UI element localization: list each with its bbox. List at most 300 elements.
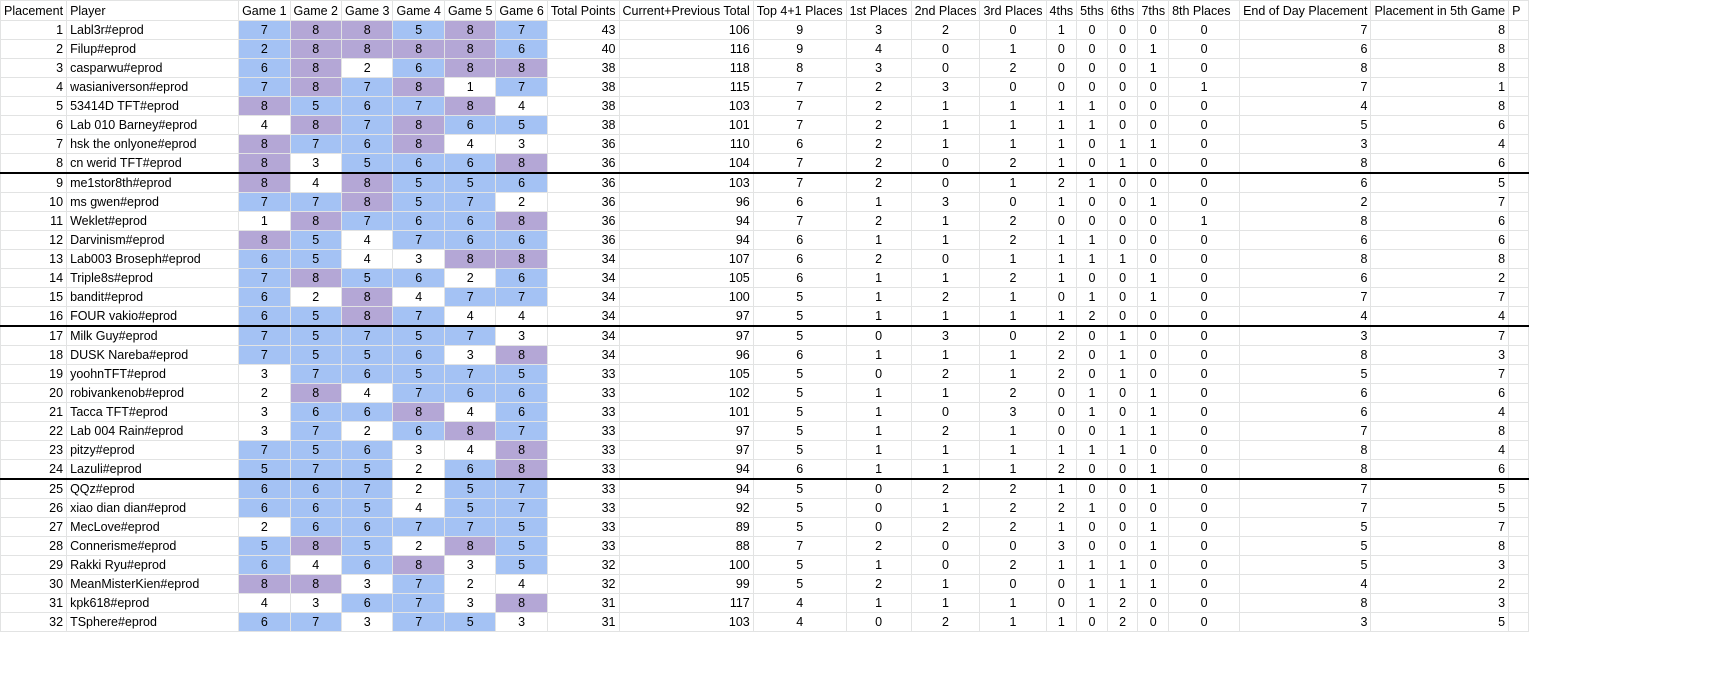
game-score-cell[interactable]: 6 xyxy=(342,365,393,384)
game-score-cell[interactable]: 5 xyxy=(444,479,495,499)
placement-5th-game-cell[interactable]: 1 xyxy=(1371,78,1509,97)
fifths-cell[interactable]: 0 xyxy=(1077,613,1108,632)
current-previous-total-cell[interactable]: 105 xyxy=(619,365,753,384)
overflow-cell[interactable] xyxy=(1509,250,1529,269)
player-cell[interactable]: MecLove#eprod xyxy=(67,518,239,537)
fourths-cell[interactable]: 1 xyxy=(1046,479,1077,499)
fourths-cell[interactable]: 0 xyxy=(1046,288,1077,307)
fifths-cell[interactable]: 0 xyxy=(1077,78,1108,97)
overflow-cell[interactable] xyxy=(1509,173,1529,193)
game-score-cell[interactable]: 7 xyxy=(393,97,444,116)
end-of-day-placement-cell[interactable]: 4 xyxy=(1240,97,1371,116)
game-score-cell[interactable]: 5 xyxy=(290,441,341,460)
game-score-cell[interactable]: 8 xyxy=(290,59,341,78)
third-places-cell[interactable]: 1 xyxy=(980,135,1046,154)
fourths-cell[interactable]: 1 xyxy=(1046,231,1077,250)
placement-cell[interactable]: 28 xyxy=(1,537,67,556)
current-previous-total-cell[interactable]: 118 xyxy=(619,59,753,78)
current-previous-total-cell[interactable]: 103 xyxy=(619,97,753,116)
sevenths-cell[interactable]: 0 xyxy=(1138,173,1169,193)
overflow-cell[interactable] xyxy=(1509,307,1529,327)
sixths-cell[interactable]: 0 xyxy=(1107,212,1138,231)
game-score-cell[interactable]: 2 xyxy=(444,269,495,288)
placement-cell[interactable]: 20 xyxy=(1,384,67,403)
sixths-cell[interactable]: 0 xyxy=(1107,269,1138,288)
fifths-cell[interactable]: 1 xyxy=(1077,594,1108,613)
placement-cell[interactable]: 10 xyxy=(1,193,67,212)
overflow-cell[interactable] xyxy=(1509,135,1529,154)
end-of-day-placement-cell[interactable]: 6 xyxy=(1240,403,1371,422)
game-score-cell[interactable]: 7 xyxy=(496,479,547,499)
player-cell[interactable]: yoohnTFT#eprod xyxy=(67,365,239,384)
game-score-cell[interactable]: 8 xyxy=(444,97,495,116)
second-places-cell[interactable]: 1 xyxy=(911,135,980,154)
fourths-cell[interactable]: 0 xyxy=(1046,403,1077,422)
top4-places-cell[interactable]: 5 xyxy=(753,326,846,346)
placement-5th-game-cell[interactable]: 8 xyxy=(1371,59,1509,78)
placement-5th-game-cell[interactable]: 7 xyxy=(1371,518,1509,537)
game-score-cell[interactable]: 8 xyxy=(393,40,444,59)
placement-cell[interactable]: 15 xyxy=(1,288,67,307)
game-score-cell[interactable]: 5 xyxy=(496,537,547,556)
fourths-cell[interactable]: 2 xyxy=(1046,346,1077,365)
total-points-cell[interactable]: 38 xyxy=(547,116,619,135)
column-header[interactable]: 5ths xyxy=(1077,1,1108,21)
game-score-cell[interactable]: 8 xyxy=(290,575,341,594)
placement-cell[interactable]: 27 xyxy=(1,518,67,537)
overflow-cell[interactable] xyxy=(1509,384,1529,403)
game-score-cell[interactable]: 8 xyxy=(290,212,341,231)
end-of-day-placement-cell[interactable]: 5 xyxy=(1240,365,1371,384)
player-cell[interactable]: kpk618#eprod xyxy=(67,594,239,613)
game-score-cell[interactable]: 6 xyxy=(239,613,290,632)
top4-places-cell[interactable]: 7 xyxy=(753,154,846,174)
game-score-cell[interactable]: 4 xyxy=(239,116,290,135)
end-of-day-placement-cell[interactable]: 7 xyxy=(1240,499,1371,518)
game-score-cell[interactable]: 8 xyxy=(239,173,290,193)
second-places-cell[interactable]: 1 xyxy=(911,116,980,135)
overflow-cell[interactable] xyxy=(1509,154,1529,174)
total-points-cell[interactable]: 33 xyxy=(547,460,619,480)
fifths-cell[interactable]: 0 xyxy=(1077,326,1108,346)
game-score-cell[interactable]: 2 xyxy=(342,422,393,441)
current-previous-total-cell[interactable]: 106 xyxy=(619,21,753,40)
game-score-cell[interactable]: 6 xyxy=(444,116,495,135)
second-places-cell[interactable]: 0 xyxy=(911,173,980,193)
player-cell[interactable]: xiao dian dian#eprod xyxy=(67,499,239,518)
player-cell[interactable]: MeanMisterKien#eprod xyxy=(67,575,239,594)
top4-places-cell[interactable]: 6 xyxy=(753,135,846,154)
game-score-cell[interactable]: 3 xyxy=(496,613,547,632)
fifths-cell[interactable]: 1 xyxy=(1077,97,1108,116)
game-score-cell[interactable]: 3 xyxy=(239,403,290,422)
placement-5th-game-cell[interactable]: 3 xyxy=(1371,594,1509,613)
sixths-cell[interactable]: 1 xyxy=(1107,575,1138,594)
current-previous-total-cell[interactable]: 102 xyxy=(619,384,753,403)
end-of-day-placement-cell[interactable]: 7 xyxy=(1240,78,1371,97)
game-score-cell[interactable]: 7 xyxy=(239,441,290,460)
column-header[interactable]: Placement xyxy=(1,1,67,21)
overflow-cell[interactable] xyxy=(1509,575,1529,594)
placement-5th-game-cell[interactable]: 4 xyxy=(1371,307,1509,327)
game-score-cell[interactable]: 7 xyxy=(290,460,341,480)
game-score-cell[interactable]: 8 xyxy=(393,135,444,154)
placement-5th-game-cell[interactable]: 5 xyxy=(1371,613,1509,632)
placement-cell[interactable]: 29 xyxy=(1,556,67,575)
current-previous-total-cell[interactable]: 96 xyxy=(619,193,753,212)
top4-places-cell[interactable]: 7 xyxy=(753,212,846,231)
game-score-cell[interactable]: 8 xyxy=(496,212,547,231)
player-cell[interactable]: Lazuli#eprod xyxy=(67,460,239,480)
game-score-cell[interactable]: 7 xyxy=(239,78,290,97)
game-score-cell[interactable]: 7 xyxy=(290,422,341,441)
game-score-cell[interactable]: 6 xyxy=(444,154,495,174)
fourths-cell[interactable]: 3 xyxy=(1046,537,1077,556)
placement-5th-game-cell[interactable]: 5 xyxy=(1371,499,1509,518)
fourths-cell[interactable]: 0 xyxy=(1046,594,1077,613)
third-places-cell[interactable]: 2 xyxy=(980,231,1046,250)
sixths-cell[interactable]: 0 xyxy=(1107,460,1138,480)
game-score-cell[interactable]: 6 xyxy=(239,556,290,575)
game-score-cell[interactable]: 5 xyxy=(496,556,547,575)
second-places-cell[interactable]: 3 xyxy=(911,193,980,212)
sixths-cell[interactable]: 0 xyxy=(1107,116,1138,135)
fifths-cell[interactable]: 1 xyxy=(1077,288,1108,307)
player-cell[interactable]: casparwu#eprod xyxy=(67,59,239,78)
fourths-cell[interactable]: 0 xyxy=(1046,384,1077,403)
fourths-cell[interactable]: 2 xyxy=(1046,499,1077,518)
column-header[interactable]: Game 3 xyxy=(342,1,393,21)
fourths-cell[interactable]: 2 xyxy=(1046,460,1077,480)
game-score-cell[interactable]: 5 xyxy=(496,365,547,384)
fifths-cell[interactable]: 0 xyxy=(1077,537,1108,556)
game-score-cell[interactable]: 6 xyxy=(393,346,444,365)
fifths-cell[interactable]: 0 xyxy=(1077,40,1108,59)
second-places-cell[interactable]: 1 xyxy=(911,307,980,327)
current-previous-total-cell[interactable]: 97 xyxy=(619,422,753,441)
overflow-cell[interactable] xyxy=(1509,499,1529,518)
game-score-cell[interactable]: 6 xyxy=(496,173,547,193)
fourths-cell[interactable]: 1 xyxy=(1046,116,1077,135)
top4-places-cell[interactable]: 5 xyxy=(753,556,846,575)
first-places-cell[interactable]: 0 xyxy=(846,499,911,518)
fifths-cell[interactable]: 0 xyxy=(1077,269,1108,288)
eighth-places-cell[interactable]: 0 xyxy=(1169,613,1240,632)
eighth-places-cell[interactable]: 0 xyxy=(1169,594,1240,613)
sevenths-cell[interactable]: 0 xyxy=(1138,594,1169,613)
game-score-cell[interactable]: 6 xyxy=(393,154,444,174)
column-header[interactable]: 2nd Places xyxy=(911,1,980,21)
column-header[interactable]: 6ths xyxy=(1107,1,1138,21)
top4-places-cell[interactable]: 8 xyxy=(753,59,846,78)
end-of-day-placement-cell[interactable]: 8 xyxy=(1240,594,1371,613)
game-score-cell[interactable]: 6 xyxy=(290,479,341,499)
top4-places-cell[interactable]: 5 xyxy=(753,575,846,594)
overflow-cell[interactable] xyxy=(1509,78,1529,97)
placement-5th-game-cell[interactable]: 6 xyxy=(1371,154,1509,174)
game-score-cell[interactable]: 6 xyxy=(239,250,290,269)
player-cell[interactable]: pitzy#eprod xyxy=(67,441,239,460)
game-score-cell[interactable]: 7 xyxy=(393,594,444,613)
game-score-cell[interactable]: 3 xyxy=(290,594,341,613)
eighth-places-cell[interactable]: 0 xyxy=(1169,537,1240,556)
column-header[interactable]: Game 1 xyxy=(239,1,290,21)
top4-places-cell[interactable]: 5 xyxy=(753,403,846,422)
placement-cell[interactable]: 11 xyxy=(1,212,67,231)
second-places-cell[interactable]: 2 xyxy=(911,518,980,537)
game-score-cell[interactable]: 3 xyxy=(496,135,547,154)
first-places-cell[interactable]: 1 xyxy=(846,307,911,327)
current-previous-total-cell[interactable]: 94 xyxy=(619,460,753,480)
top4-places-cell[interactable]: 4 xyxy=(753,594,846,613)
fifths-cell[interactable]: 1 xyxy=(1077,116,1108,135)
sevenths-cell[interactable]: 0 xyxy=(1138,231,1169,250)
total-points-cell[interactable]: 36 xyxy=(547,193,619,212)
game-score-cell[interactable]: 6 xyxy=(290,518,341,537)
game-score-cell[interactable]: 8 xyxy=(342,40,393,59)
fifths-cell[interactable]: 0 xyxy=(1077,135,1108,154)
game-score-cell[interactable]: 8 xyxy=(496,154,547,174)
end-of-day-placement-cell[interactable]: 7 xyxy=(1240,21,1371,40)
second-places-cell[interactable]: 0 xyxy=(911,40,980,59)
game-score-cell[interactable]: 6 xyxy=(496,40,547,59)
sixths-cell[interactable]: 0 xyxy=(1107,40,1138,59)
overflow-cell[interactable] xyxy=(1509,116,1529,135)
game-score-cell[interactable]: 8 xyxy=(444,40,495,59)
third-places-cell[interactable]: 2 xyxy=(980,269,1046,288)
game-score-cell[interactable]: 7 xyxy=(496,21,547,40)
fifths-cell[interactable]: 0 xyxy=(1077,59,1108,78)
game-score-cell[interactable]: 3 xyxy=(239,365,290,384)
fourths-cell[interactable]: 1 xyxy=(1046,193,1077,212)
third-places-cell[interactable]: 0 xyxy=(980,537,1046,556)
second-places-cell[interactable]: 2 xyxy=(911,365,980,384)
top4-places-cell[interactable]: 6 xyxy=(753,250,846,269)
sixths-cell[interactable]: 0 xyxy=(1107,78,1138,97)
eighth-places-cell[interactable]: 0 xyxy=(1169,59,1240,78)
sixths-cell[interactable]: 0 xyxy=(1107,21,1138,40)
sevenths-cell[interactable]: 1 xyxy=(1138,40,1169,59)
third-places-cell[interactable]: 2 xyxy=(980,499,1046,518)
top4-places-cell[interactable]: 9 xyxy=(753,21,846,40)
game-score-cell[interactable]: 7 xyxy=(393,518,444,537)
top4-places-cell[interactable]: 5 xyxy=(753,365,846,384)
game-score-cell[interactable]: 2 xyxy=(393,537,444,556)
sixths-cell[interactable]: 0 xyxy=(1107,518,1138,537)
game-score-cell[interactable]: 5 xyxy=(496,518,547,537)
game-score-cell[interactable]: 6 xyxy=(239,479,290,499)
eighth-places-cell[interactable]: 0 xyxy=(1169,269,1240,288)
overflow-cell[interactable] xyxy=(1509,346,1529,365)
overflow-cell[interactable] xyxy=(1509,326,1529,346)
game-score-cell[interactable]: 8 xyxy=(342,307,393,327)
sixths-cell[interactable]: 2 xyxy=(1107,613,1138,632)
top4-places-cell[interactable]: 7 xyxy=(753,116,846,135)
total-points-cell[interactable]: 33 xyxy=(547,403,619,422)
first-places-cell[interactable]: 3 xyxy=(846,21,911,40)
overflow-cell[interactable] xyxy=(1509,365,1529,384)
total-points-cell[interactable]: 36 xyxy=(547,212,619,231)
second-places-cell[interactable]: 1 xyxy=(911,346,980,365)
game-score-cell[interactable]: 4 xyxy=(239,594,290,613)
top4-places-cell[interactable]: 5 xyxy=(753,288,846,307)
current-previous-total-cell[interactable]: 101 xyxy=(619,403,753,422)
game-score-cell[interactable]: 6 xyxy=(342,556,393,575)
sevenths-cell[interactable]: 1 xyxy=(1138,518,1169,537)
placement-5th-game-cell[interactable]: 6 xyxy=(1371,384,1509,403)
placement-5th-game-cell[interactable]: 3 xyxy=(1371,346,1509,365)
sixths-cell[interactable]: 0 xyxy=(1107,403,1138,422)
first-places-cell[interactable]: 0 xyxy=(846,365,911,384)
total-points-cell[interactable]: 31 xyxy=(547,594,619,613)
placement-5th-game-cell[interactable]: 8 xyxy=(1371,422,1509,441)
first-places-cell[interactable]: 0 xyxy=(846,479,911,499)
top4-places-cell[interactable]: 5 xyxy=(753,384,846,403)
game-score-cell[interactable]: 6 xyxy=(393,422,444,441)
sixths-cell[interactable]: 1 xyxy=(1107,441,1138,460)
first-places-cell[interactable]: 1 xyxy=(846,288,911,307)
player-cell[interactable]: Filup#eprod xyxy=(67,40,239,59)
eighth-places-cell[interactable]: 0 xyxy=(1169,556,1240,575)
first-places-cell[interactable]: 3 xyxy=(846,59,911,78)
game-score-cell[interactable]: 5 xyxy=(393,326,444,346)
placement-cell[interactable]: 12 xyxy=(1,231,67,250)
third-places-cell[interactable]: 0 xyxy=(980,326,1046,346)
third-places-cell[interactable]: 1 xyxy=(980,460,1046,480)
placement-cell[interactable]: 23 xyxy=(1,441,67,460)
game-score-cell[interactable]: 3 xyxy=(444,556,495,575)
end-of-day-placement-cell[interactable]: 6 xyxy=(1240,384,1371,403)
game-score-cell[interactable]: 8 xyxy=(239,135,290,154)
current-previous-total-cell[interactable]: 104 xyxy=(619,154,753,174)
sixths-cell[interactable]: 0 xyxy=(1107,97,1138,116)
column-header[interactable]: 4ths xyxy=(1046,1,1077,21)
game-score-cell[interactable]: 7 xyxy=(290,193,341,212)
placement-5th-game-cell[interactable]: 4 xyxy=(1371,135,1509,154)
game-score-cell[interactable]: 7 xyxy=(239,21,290,40)
fourths-cell[interactable]: 2 xyxy=(1046,173,1077,193)
placement-cell[interactable]: 18 xyxy=(1,346,67,365)
game-score-cell[interactable]: 7 xyxy=(496,499,547,518)
game-score-cell[interactable]: 6 xyxy=(239,59,290,78)
player-cell[interactable]: Darvinism#eprod xyxy=(67,231,239,250)
player-cell[interactable]: QQz#eprod xyxy=(67,479,239,499)
first-places-cell[interactable]: 2 xyxy=(846,575,911,594)
game-score-cell[interactable]: 8 xyxy=(496,460,547,480)
placement-cell[interactable]: 19 xyxy=(1,365,67,384)
total-points-cell[interactable]: 34 xyxy=(547,250,619,269)
placement-cell[interactable]: 21 xyxy=(1,403,67,422)
fourths-cell[interactable]: 0 xyxy=(1046,422,1077,441)
column-header[interactable]: Game 6 xyxy=(496,1,547,21)
top4-places-cell[interactable]: 5 xyxy=(753,479,846,499)
first-places-cell[interactable]: 2 xyxy=(846,78,911,97)
placement-cell[interactable]: 8 xyxy=(1,154,67,174)
game-score-cell[interactable]: 7 xyxy=(444,365,495,384)
game-score-cell[interactable]: 4 xyxy=(393,288,444,307)
game-score-cell[interactable]: 5 xyxy=(342,269,393,288)
eighth-places-cell[interactable]: 0 xyxy=(1169,441,1240,460)
placement-cell[interactable]: 14 xyxy=(1,269,67,288)
game-score-cell[interactable]: 7 xyxy=(393,231,444,250)
game-score-cell[interactable]: 8 xyxy=(444,250,495,269)
third-places-cell[interactable]: 3 xyxy=(980,403,1046,422)
sevenths-cell[interactable]: 1 xyxy=(1138,135,1169,154)
game-score-cell[interactable]: 2 xyxy=(239,40,290,59)
third-places-cell[interactable]: 1 xyxy=(980,40,1046,59)
player-cell[interactable]: TSphere#eprod xyxy=(67,613,239,632)
game-score-cell[interactable]: 8 xyxy=(290,78,341,97)
game-score-cell[interactable]: 6 xyxy=(496,403,547,422)
total-points-cell[interactable]: 33 xyxy=(547,499,619,518)
placement-5th-game-cell[interactable]: 7 xyxy=(1371,193,1509,212)
total-points-cell[interactable]: 33 xyxy=(547,365,619,384)
sixths-cell[interactable]: 1 xyxy=(1107,365,1138,384)
fifths-cell[interactable]: 1 xyxy=(1077,231,1108,250)
third-places-cell[interactable]: 2 xyxy=(980,154,1046,174)
current-previous-total-cell[interactable]: 96 xyxy=(619,346,753,365)
game-score-cell[interactable]: 8 xyxy=(393,556,444,575)
game-score-cell[interactable]: 6 xyxy=(393,59,444,78)
sevenths-cell[interactable]: 0 xyxy=(1138,326,1169,346)
fourths-cell[interactable]: 0 xyxy=(1046,212,1077,231)
fourths-cell[interactable]: 1 xyxy=(1046,154,1077,174)
end-of-day-placement-cell[interactable]: 3 xyxy=(1240,135,1371,154)
eighth-places-cell[interactable]: 0 xyxy=(1169,422,1240,441)
game-score-cell[interactable]: 7 xyxy=(444,288,495,307)
player-cell[interactable]: Rakki Ryu#eprod xyxy=(67,556,239,575)
top4-places-cell[interactable]: 7 xyxy=(753,173,846,193)
game-score-cell[interactable]: 5 xyxy=(342,499,393,518)
fourths-cell[interactable]: 1 xyxy=(1046,518,1077,537)
fifths-cell[interactable]: 1 xyxy=(1077,384,1108,403)
first-places-cell[interactable]: 2 xyxy=(846,212,911,231)
current-previous-total-cell[interactable]: 97 xyxy=(619,307,753,327)
first-places-cell[interactable]: 1 xyxy=(846,269,911,288)
game-score-cell[interactable]: 7 xyxy=(444,193,495,212)
placement-5th-game-cell[interactable]: 4 xyxy=(1371,441,1509,460)
sixths-cell[interactable]: 1 xyxy=(1107,135,1138,154)
eighth-places-cell[interactable]: 0 xyxy=(1169,250,1240,269)
game-score-cell[interactable]: 3 xyxy=(290,154,341,174)
sevenths-cell[interactable]: 0 xyxy=(1138,441,1169,460)
total-points-cell[interactable]: 40 xyxy=(547,40,619,59)
sixths-cell[interactable]: 1 xyxy=(1107,422,1138,441)
game-score-cell[interactable]: 6 xyxy=(342,594,393,613)
game-score-cell[interactable]: 7 xyxy=(342,78,393,97)
game-score-cell[interactable]: 5 xyxy=(239,460,290,480)
first-places-cell[interactable]: 1 xyxy=(846,193,911,212)
third-places-cell[interactable]: 1 xyxy=(980,613,1046,632)
sixths-cell[interactable]: 0 xyxy=(1107,479,1138,499)
placement-5th-game-cell[interactable]: 8 xyxy=(1371,537,1509,556)
placement-5th-game-cell[interactable]: 8 xyxy=(1371,97,1509,116)
overflow-cell[interactable] xyxy=(1509,460,1529,480)
first-places-cell[interactable]: 0 xyxy=(846,613,911,632)
sevenths-cell[interactable]: 0 xyxy=(1138,499,1169,518)
first-places-cell[interactable]: 1 xyxy=(846,441,911,460)
game-score-cell[interactable]: 8 xyxy=(444,422,495,441)
end-of-day-placement-cell[interactable]: 6 xyxy=(1240,231,1371,250)
game-score-cell[interactable]: 4 xyxy=(393,499,444,518)
game-score-cell[interactable]: 7 xyxy=(342,326,393,346)
overflow-cell[interactable] xyxy=(1509,518,1529,537)
game-score-cell[interactable]: 8 xyxy=(393,403,444,422)
total-points-cell[interactable]: 32 xyxy=(547,575,619,594)
game-score-cell[interactable]: 6 xyxy=(342,441,393,460)
game-score-cell[interactable]: 4 xyxy=(290,173,341,193)
eighth-places-cell[interactable]: 0 xyxy=(1169,40,1240,59)
